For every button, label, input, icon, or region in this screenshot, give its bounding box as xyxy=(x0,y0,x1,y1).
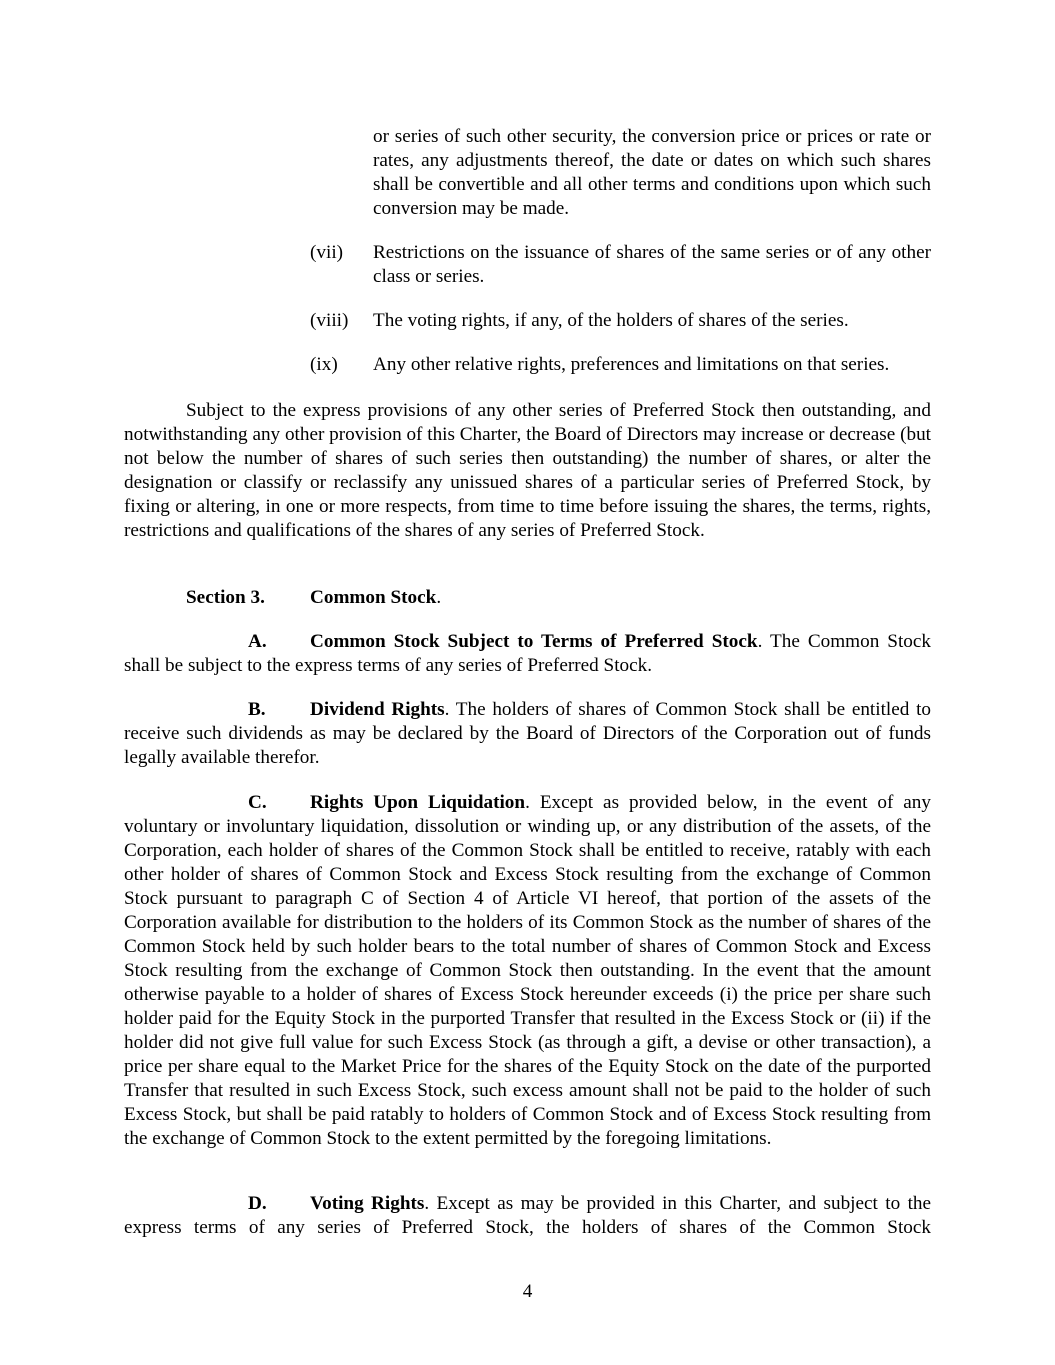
list-item-ix xyxy=(0,353,1055,383)
list-item-vii xyxy=(0,241,1055,287)
continuation-paragraph: or series of such other security, the conversion price or prices or rate or rates, any adjustments thereof, the date or dates on which such shares shall be convertible and all other terms and conditions upon which such conversion may be made. xyxy=(373,126,931,219)
section-label: Section 3. xyxy=(186,587,265,608)
section-heading xyxy=(186,586,931,610)
item-text: Any other relative rights, preferences and limitations on that series. xyxy=(373,354,890,375)
subsection-text: . Except as may be provided in this Charter, and subject to the express terms of any series of Preferred Stock, the holders of shares of the Common Stock xyxy=(124,1193,932,1238)
board-authority-paragraph: Subject to the express provisions of any other series of Preferred Stock then outstanding, and notwithstanding any other provision of this Charter, the Board of Directors may increase or decrease (but not below the number of shares of such series then outstanding) the number of shares, or alter the designation or classify or reclassify any unissued shares of a particular series of Preferred Stock, by fixing or altering, in one or more respects, from time to time before issuing the shares, the terms, rights, restrictions and qualifications of the shares of any series of Preferred Stock. xyxy=(124,400,931,541)
subsection-letter: B. xyxy=(248,699,266,720)
subsection-text: . The Common Stock shall be subject to the express terms of any series of Preferred Stock. xyxy=(124,631,931,676)
subsection-title: Common Stock Subject to Terms of Preferred Stock xyxy=(310,631,758,652)
subsection-text: . Except as provided below, in the event of any voluntary or involuntary liquidation, dissolution or winding up, or any distribution of the assets, of the Corporation, each holder of shares of the Common Stock shall be entitled to receive, ratably with each other holder of shares of Common Stock and Excess Stock resulting from the exchange of Common Stock pursuant to paragraph C of Section 4 of Article VI hereof, that portion of the assets of the Corporation available for distribution to the holders of its Common Stock as the number of shares of the Common Stock held by such holder bears to the total number of shares of Common Stock and Excess Stock resulting from the exchange of Common Stock then outstanding. In the event that the amount otherwise payable to a holder of shares of Excess Stock hereunder exceeds (i) the price per share such holder paid for the Equity Stock in the purported Transfer that resulted in the Excess Stock or (ii) if the holder did not give full value for such Excess Stock (as through a gift, a devise or other transaction), a price per share equal to the Market Price for the shares of the Equity Stock on the date of the purported Transfer that resulted in such Excess Stock, such excess amount shall not be paid to the holder of such Excess Stock, but shall be paid ratably to holders of Common Stock and of Excess Stock resulting from the exchange of Common Stock to the extent permitted by the foregoing limitations. xyxy=(124,792,931,1149)
subsection-title: Rights Upon Liquidation xyxy=(310,792,526,813)
subsection-text: . The holders of shares of Common Stock shall be entitled to receive such dividends as may be declared by the Board of Directors of the Corporation out of funds legally available therefor. xyxy=(124,699,931,768)
section-period: . xyxy=(436,587,442,608)
item-number: (vii) xyxy=(310,242,344,263)
list-item-viii xyxy=(0,309,1055,339)
subsection-a xyxy=(124,630,931,678)
section-title: Common Stock xyxy=(310,587,437,608)
subsection-letter: D. xyxy=(248,1193,267,1214)
subsection-b xyxy=(124,698,931,770)
subsection-d xyxy=(124,1192,931,1240)
page-number: 4 xyxy=(522,1281,533,1302)
item-text: Restrictions on the issuance of shares of the same series or of any other class or series. xyxy=(373,242,931,287)
subsection-letter: C. xyxy=(248,792,267,813)
subsection-title: Dividend Rights xyxy=(310,699,445,720)
item-text: The voting rights, if any, of the holders of shares of the series. xyxy=(373,310,849,331)
subsection-title: Voting Rights xyxy=(310,1193,425,1214)
subsection-c xyxy=(124,791,931,1151)
subsection-letter: A. xyxy=(248,631,267,652)
item-number: (viii) xyxy=(310,310,349,331)
item-number: (ix) xyxy=(310,354,338,375)
